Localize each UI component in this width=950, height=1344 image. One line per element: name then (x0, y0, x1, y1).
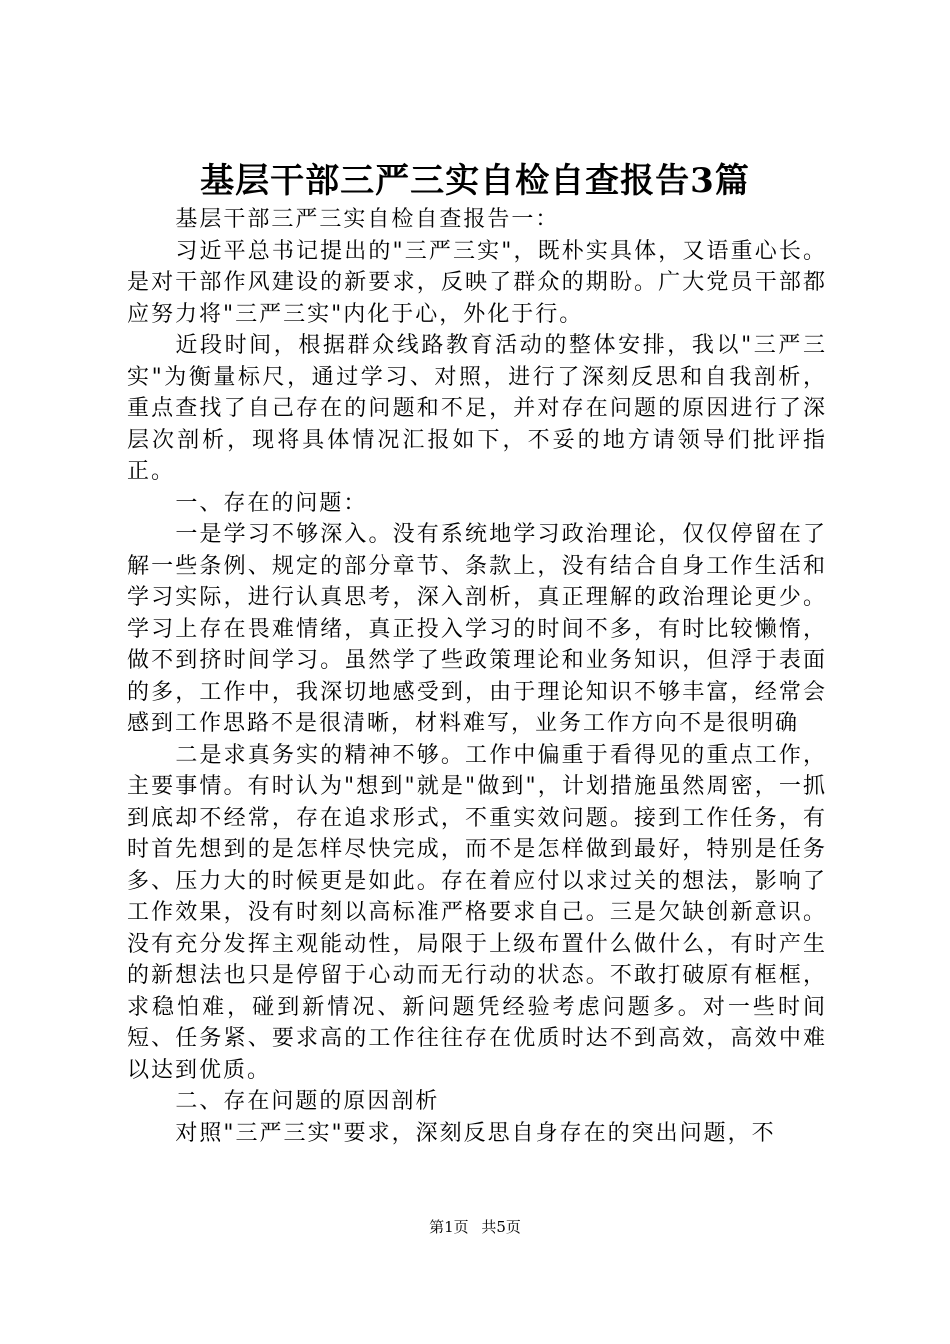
paragraph-intro: 习近平总书记提出的"三严三实"，既朴实具体，又语重心长。是对干部作风建设的新要求，反映了群众的期盼。广大党员干部都应努力将"三严三实"内化于心，外化于行。 (127, 238, 827, 327)
paragraph-problem-2: 二是求真务实的精神不够。工作中偏重于看得见的重点工作，主要事情。有时认为"想到"就是"做到"，计划措施虽然周密，一抓到底却不经常，存在追求形式，不重实效问题。接到工作任务，有时首先想到的是怎样尽快完成，而不是怎样做到最好，特别是任务多、压力大的时候更是如此。存在着应付以求过关的想法，影响了工作效果，没有时刻以高标准严格要求自己。三是欠缺创新意识。没有充分发挥主观能动性，局限于上级布置什么做什么，有时产生的新想法也只是停留于心动而无行动的状态。不敢打破原有框框，求稳怕难，碰到新情况、新问题凭经验考虑问题多。对一些时间短、任务紧、要求高的工作往往存在优质时达不到高效，高效中难以达到优质。 (127, 742, 827, 1083)
section-heading-causes: 二、存在问题的原因剖析 (175, 1089, 440, 1114)
paragraph-report-heading: 基层干部三严三实自检自查报告一： (175, 207, 560, 232)
paragraph-problem-1: 一是学习不够深入。没有系统地学习政治理论，仅仅停留在了解一些条例、规定的部分章节、条款上，没有结合自身工作生活和学习实际，进行认真思考，深入剖析，真正理解的政治理论更少。学习上存在畏难情绪，真正投入学习的时间不多，有时比较懒惰，做不到挤时间学习。虽然学了些政策理论和业务知识，但浮于表面的多，工作中，我深切地感受到，由于理论知识不够丰富，经常会感到工作思路不是很清晰，材料难写，业务工作方向不是很明确 (127, 522, 827, 736)
paragraph-causes: 对照"三严三实"要求，深刻反思自身存在的突出问题，不 (175, 1120, 776, 1146)
page-footer (0, 1216, 950, 1238)
section-heading-problems: 一、存在的问题： (175, 490, 368, 516)
page-number: 第1页 (429, 1218, 469, 1236)
document-title: 基层干部三严三实自检自查报告3篇 (200, 161, 750, 201)
page-total: 共5页 (481, 1218, 521, 1236)
paragraph-background: 近段时间，根据群众线路教育活动的整体安排，我以"三严三实"为衡量标尺，通过学习、对照，进行了深刻反思和自我剖析，重点查找了自己存在的问题和不足，并对存在问题的原因进行了深层次剖析，现将具体情况汇报如下，不妥的地方请领导们批评指正。 (127, 333, 827, 484)
document-body (127, 204, 827, 1149)
